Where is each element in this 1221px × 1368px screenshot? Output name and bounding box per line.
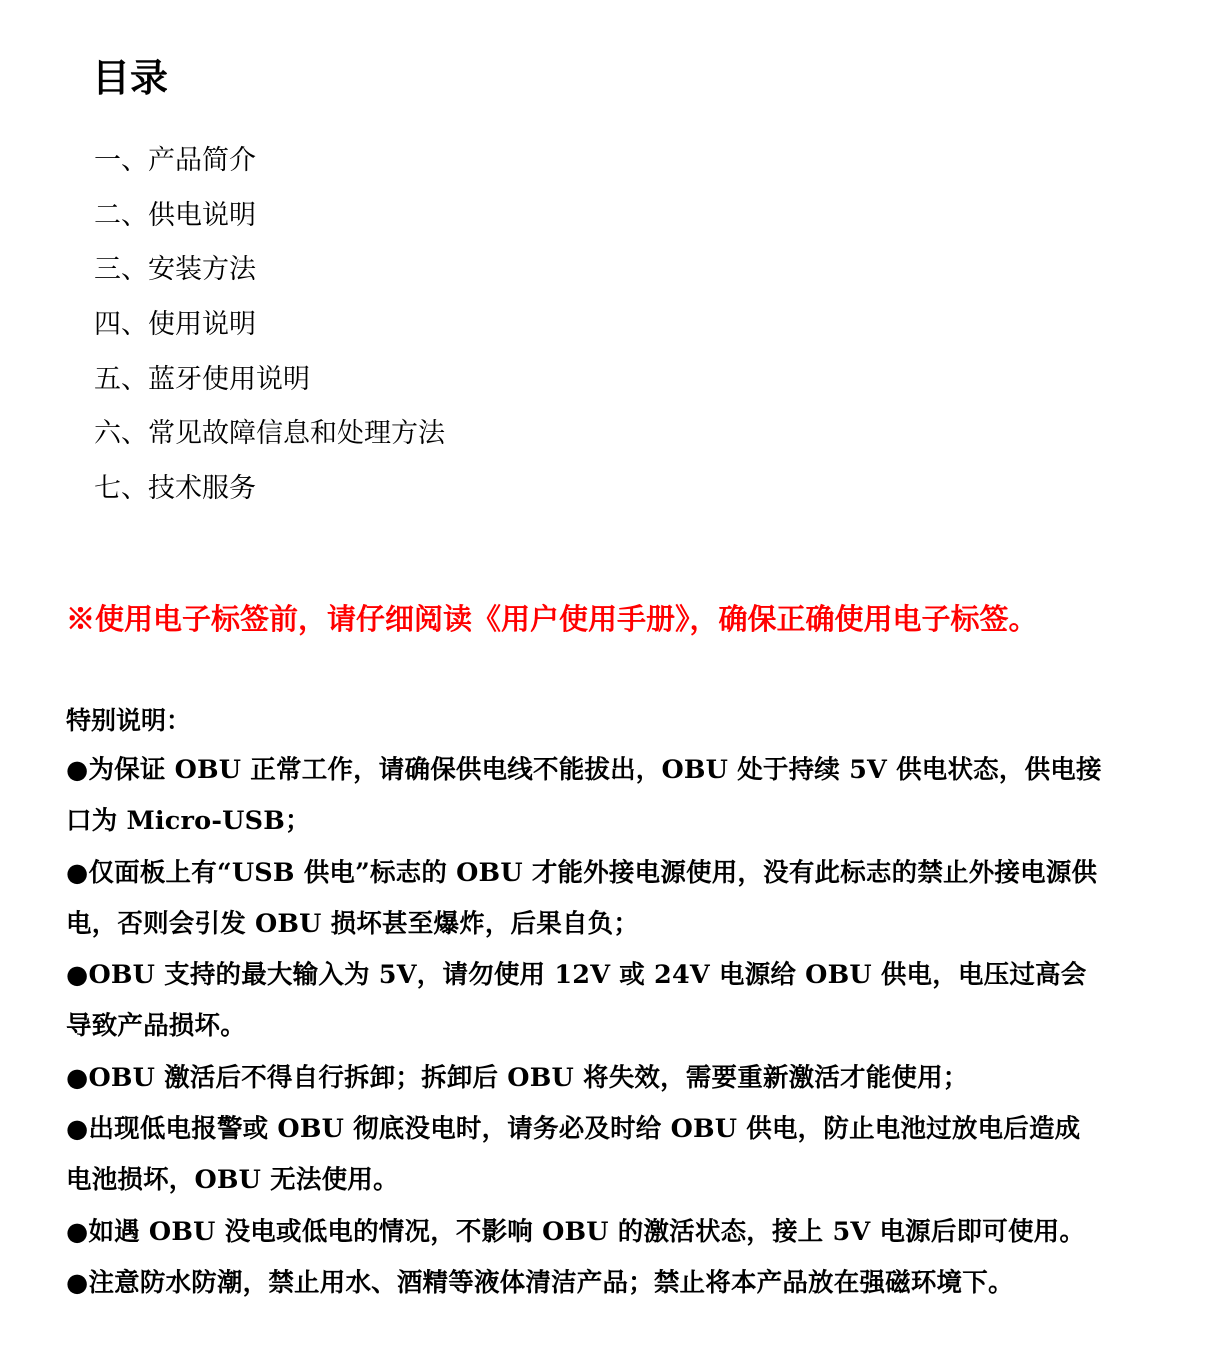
- toc-item-usage: 四、使用说明: [94, 309, 256, 341]
- warning-notice: ※使用电子标签前，请仔细阅读《用户使用手册》，确保正确使用电子标签。: [66, 602, 1038, 636]
- special-notes-heading: 特别说明：: [66, 706, 192, 735]
- note-waterproof: ●注意防水防潮，禁止用水、酒精等液体清洁产品；禁止将本产品放在强磁环境下。: [66, 1267, 1014, 1298]
- note-power-line: ●为保证 OBU 正常工作，请确保供电线不能拔出，OBU 处于持续 5V 供电状态，供电接口为 Micro-USB；: [66, 755, 1102, 837]
- toc-list: [94, 134, 445, 517]
- toc-item-power-supply: 二、供电说明: [94, 199, 256, 231]
- toc-title: 目录: [92, 56, 169, 100]
- note-usb-label: ●仅面板上有“USB 供电”标志的 OBU 才能外接电源使用，没有此标志的禁止外接电源供电，否则会引发 OBU 损坏甚至爆炸，后果自负；: [66, 857, 1098, 939]
- toc-item-product-intro: 一、产品简介: [94, 145, 256, 176]
- note-activation-state: ●如遇 OBU 没电或低电的情况，不影响 OBU 的激活状态，接上 5V 电源后即可使用。: [66, 1216, 1086, 1247]
- note-max-input: ●OBU 支持的最大输入为 5V，请勿使用 12V 或 24V 电源给 OBU 供电，电压过高会导致产品损坏。: [66, 960, 1087, 1042]
- toc-item-bluetooth: 五、蓝牙使用说明: [94, 363, 310, 395]
- note-no-disassembly: ●OBU 激活后不得自行拆卸；拆卸后 OBU 将失效，需要重新激活才能使用；: [66, 1062, 969, 1093]
- toc-item-tech-service: 七、技术服务: [94, 473, 256, 505]
- special-notes-list: [66, 745, 1106, 1309]
- toc-item-installation: 三、安装方法: [94, 254, 256, 286]
- note-low-battery: ●出现低电报警或 OBU 彻底没电时，请务必及时给 OBU 供电，防止电池过放电后造成电池损坏，OBU 无法使用。: [66, 1114, 1081, 1196]
- toc-item-troubleshooting: 六、常见故障信息和处理方法: [94, 418, 445, 450]
